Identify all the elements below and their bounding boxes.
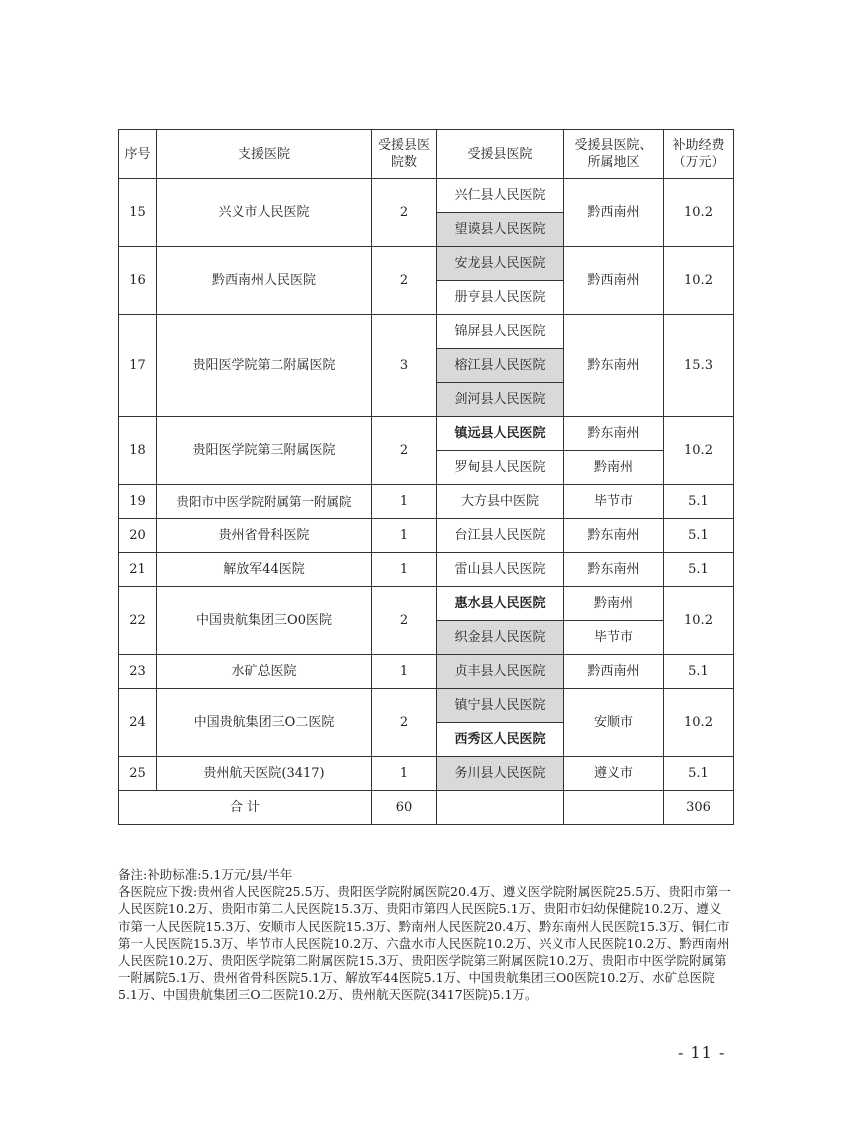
hospital-support-table — [118, 129, 734, 825]
count-cell: 1 — [372, 655, 437, 689]
header-count: 受援县医院数 — [372, 130, 437, 179]
fund-cell: 10.2 — [664, 689, 734, 757]
table-row — [119, 689, 734, 723]
seq-cell: 24 — [119, 689, 157, 757]
count-cell: 2 — [372, 247, 437, 315]
table-row — [119, 247, 734, 281]
county-hospital-cell: 务川县人民医院 — [437, 757, 564, 791]
county-hospital-cell: 台江县人民医院 — [437, 519, 564, 553]
total-count: 60 — [372, 791, 437, 825]
seq-cell: 25 — [119, 757, 157, 791]
fund-cell: 10.2 — [664, 247, 734, 315]
table-row — [119, 485, 734, 519]
region-cell: 黔南州 — [564, 587, 664, 621]
region-cell: 黔东南州 — [564, 417, 664, 451]
total-row — [119, 791, 734, 825]
fund-cell: 10.2 — [664, 417, 734, 485]
hospital-cell: 中国贵航集团三O二医院 — [157, 689, 372, 757]
fund-cell: 15.3 — [664, 315, 734, 417]
fund-cell: 5.1 — [664, 485, 734, 519]
hospital-cell: 水矿总医院 — [157, 655, 372, 689]
table-row — [119, 315, 734, 349]
county-hospital-cell: 雷山县人民医院 — [437, 553, 564, 587]
county-hospital-cell: 大方县中医院 — [437, 485, 564, 519]
fund-cell: 5.1 — [664, 519, 734, 553]
count-cell: 3 — [372, 315, 437, 417]
table-row — [119, 553, 734, 587]
table-row — [119, 587, 734, 621]
total-label: 合 计 — [119, 791, 372, 825]
total-fund: 306 — [664, 791, 734, 825]
count-cell: 1 — [372, 757, 437, 791]
page-number: - 11 - — [678, 1043, 726, 1062]
hospital-cell: 贵州航天医院(3417) — [157, 757, 372, 791]
county-hospital-cell: 镇宁县人民医院 — [437, 689, 564, 723]
header-region: 受援县医院、所属地区 — [564, 130, 664, 179]
header-fund: 补助经费（万元） — [664, 130, 734, 179]
county-hospital-cell: 锦屏县人民医院 — [437, 315, 564, 349]
county-hospital-cell: 贞丰县人民医院 — [437, 655, 564, 689]
county-hospital-cell: 镇远县人民医院 — [437, 417, 564, 451]
seq-cell: 16 — [119, 247, 157, 315]
county-hospital-cell: 兴仁县人民医院 — [437, 179, 564, 213]
table-row — [119, 519, 734, 553]
table-row — [119, 417, 734, 451]
county-hospital-cell: 罗甸县人民医院 — [437, 451, 564, 485]
count-cell: 1 — [372, 519, 437, 553]
hospital-cell: 黔西南州人民医院 — [157, 247, 372, 315]
seq-cell: 21 — [119, 553, 157, 587]
total-empty-cell — [564, 791, 664, 825]
county-hospital-cell: 惠水县人民医院 — [437, 587, 564, 621]
count-cell: 2 — [372, 689, 437, 757]
table-row — [119, 655, 734, 689]
table-header-row — [119, 130, 734, 179]
hospital-cell: 兴义市人民医院 — [157, 179, 372, 247]
table-row — [119, 757, 734, 791]
notes-section — [118, 866, 733, 1004]
county-hospital-cell: 册亨县人民医院 — [437, 281, 564, 315]
hospital-cell: 解放军44医院 — [157, 553, 372, 587]
count-cell: 2 — [372, 417, 437, 485]
count-cell: 2 — [372, 179, 437, 247]
header-seq: 序号 — [119, 130, 157, 179]
count-cell: 2 — [372, 587, 437, 655]
region-cell: 毕节市 — [564, 621, 664, 655]
notes-allocation: 各医院应下拨:贵州省人民医院25.5万、贵阳医学院附属医院20.4万、遵义医学院附属医院25.5万、贵阳市第一人民医院10.2万、贵阳市第二人民医院15.3万、贵阳市第四人民医院5.1万、贵阳市妇幼保健院10.2万、遵义市第一人民医院15.3万、安顺市人民医院15.3万、黔南州人民医院20.4万、黔东南州人民医院15.3万、铜仁市第一人民医院15.3万、毕节市人民医院10.2万、六盘水市人民医院10.2万、兴义市人民医院10.2万、黔西南州人民医院10.2万、贵阳医学院第二附属医院15.3万、贵阳医学院第三附属医院10.2万、贵阳市中医学院附属第一附属院5.1万、贵州省骨科医院5.1万、解放军44医院5.1万、中国贵航集团三O0医院10.2万、水矿总医院5.1万、中国贵航集团三O二医院10.2万、贵州航天医院(3417医院)5.1万。 — [118, 884, 731, 1003]
county-hospital-cell: 安龙县人民医院 — [437, 247, 564, 281]
fund-cell: 5.1 — [664, 553, 734, 587]
county-hospital-cell: 望谟县人民医院 — [437, 213, 564, 247]
region-cell: 遵义市 — [564, 757, 664, 791]
seq-cell: 18 — [119, 417, 157, 485]
seq-cell: 23 — [119, 655, 157, 689]
region-cell: 毕节市 — [564, 485, 664, 519]
county-hospital-cell: 榕江县人民医院 — [437, 349, 564, 383]
county-hospital-cell: 西秀区人民医院 — [437, 723, 564, 757]
seq-cell: 17 — [119, 315, 157, 417]
region-cell: 安顺市 — [564, 689, 664, 757]
region-cell: 黔西南州 — [564, 655, 664, 689]
header-hospital: 支援医院 — [157, 130, 372, 179]
hospital-cell: 中国贵航集团三O0医院 — [157, 587, 372, 655]
seq-cell: 20 — [119, 519, 157, 553]
seq-cell: 19 — [119, 485, 157, 519]
seq-cell: 15 — [119, 179, 157, 247]
county-hospital-cell: 剑河县人民医院 — [437, 383, 564, 417]
region-cell: 黔东南州 — [564, 315, 664, 417]
hospital-cell: 贵州省骨科医院 — [157, 519, 372, 553]
count-cell: 1 — [372, 553, 437, 587]
region-cell: 黔东南州 — [564, 553, 664, 587]
notes-standard: 备注:补助标准:5.1万元/县/半年 — [118, 867, 293, 882]
hospital-cell: 贵阳市中医学院附属第一附属院 — [157, 485, 372, 519]
region-cell: 黔南州 — [564, 451, 664, 485]
fund-cell: 10.2 — [664, 179, 734, 247]
seq-cell: 22 — [119, 587, 157, 655]
table-row — [119, 179, 734, 213]
header-county-hospital: 受援县医院 — [437, 130, 564, 179]
hospital-cell: 贵阳医学院第三附属医院 — [157, 417, 372, 485]
region-cell: 黔西南州 — [564, 179, 664, 247]
fund-cell: 5.1 — [664, 757, 734, 791]
region-cell: 黔东南州 — [564, 519, 664, 553]
count-cell: 1 — [372, 485, 437, 519]
fund-cell: 10.2 — [664, 587, 734, 655]
hospital-cell: 贵阳医学院第二附属医院 — [157, 315, 372, 417]
fund-cell: 5.1 — [664, 655, 734, 689]
county-hospital-cell: 织金县人民医院 — [437, 621, 564, 655]
total-empty-cell — [437, 791, 564, 825]
region-cell: 黔西南州 — [564, 247, 664, 315]
